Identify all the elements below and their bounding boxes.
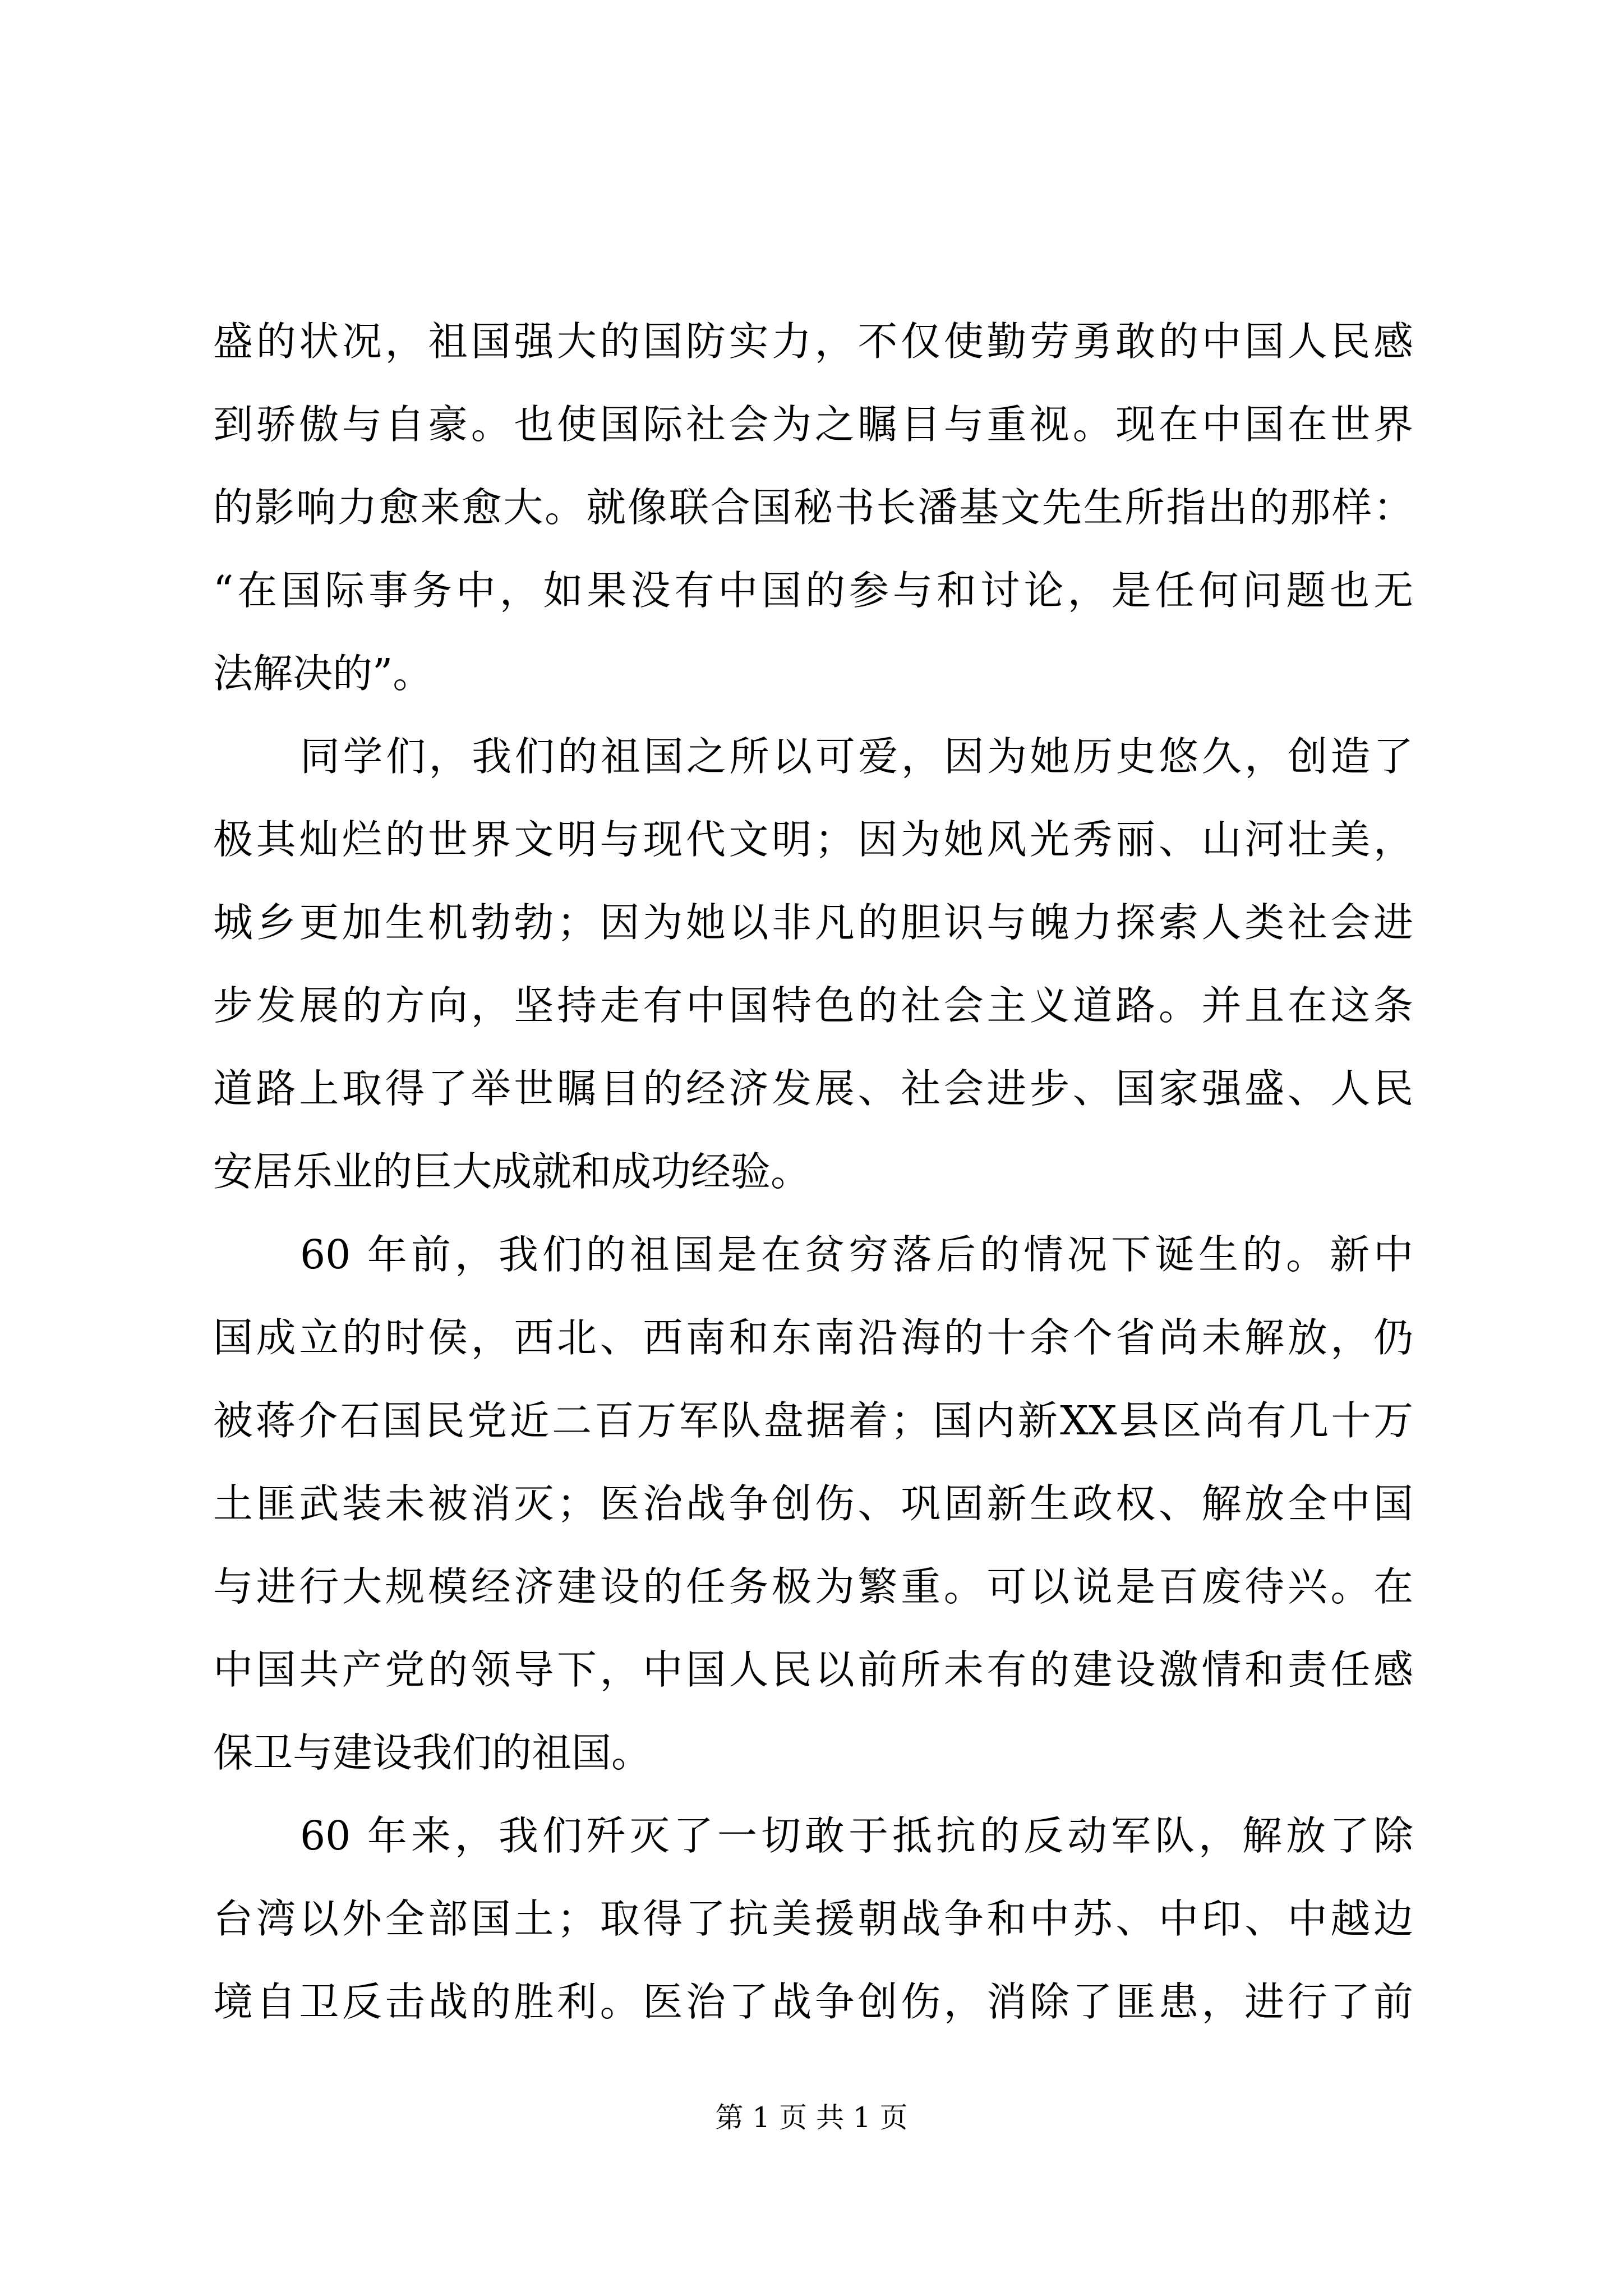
page-number-footer: 第 1 页 共 1 页 (715, 2101, 908, 2134)
text-line: 60 年来，我们歼灭了一切敢于抵抗的反动军队，解放了除 (300, 1812, 1413, 1859)
text-line: 安居乐业的巨大成就和成功经验。 (213, 1148, 811, 1195)
text-line: 60 年前，我们的祖国是在贫穷落后的情况下诞生的。新中 (300, 1231, 1413, 1278)
text-line: 保卫与建设我们的祖国。 (213, 1729, 652, 1776)
text-line: 的影响力愈来愈大。就像联合国秘书长潘基文先生所指出的那样： (213, 484, 1413, 531)
text-line: 到骄傲与自豪。也使国际社会为之瞩目与重视。现在中国在世界 (213, 401, 1413, 448)
text-line: 道路上取得了举世瞩目的经济发展、社会进步、国家强盛、人民 (213, 1065, 1413, 1112)
text-line: 国成立的时侯，西北、西南和东南沿海的十余个省尚未解放，仍 (213, 1314, 1413, 1361)
text-line: 同学们，我们的祖国之所以可爱，因为她历史悠久，创造了 (300, 733, 1413, 780)
text-line: “在国际事务中，如果没有中国的参与和讨论，是任何问题也无 (213, 567, 1413, 614)
text-line: 土匪武装未被消灭；医治战争创伤、巩固新生政权、解放全中国 (213, 1480, 1413, 1527)
text-line: 台湾以外全部国土；取得了抗美援朝战争和中苏、中印、中越边 (213, 1895, 1413, 1942)
text-line: 被蒋介石国民党近二百万军队盘据着；国内新XX县区尚有几十万 (213, 1397, 1413, 1444)
text-line: 盛的状况，祖国强大的国防实力，不仅使勤劳勇敢的中国人民感 (213, 318, 1413, 365)
text-line: 中国共产党的领导下，中国人民以前所未有的建设激情和责任感 (213, 1646, 1413, 1693)
text-line: 步发展的方向，坚持走有中国特色的社会主义道路。并且在这条 (213, 982, 1413, 1029)
text-line: 极其灿烂的世界文明与现代文明；因为她风光秀丽、山河壮美， (213, 816, 1413, 863)
text-line: 与进行大规模经济建设的任务极为繁重。可以说是百废待兴。在 (213, 1563, 1413, 1610)
text-line: 城乡更加生机勃勃；因为她以非凡的胆识与魄力探索人类社会进 (213, 899, 1413, 946)
text-line: 法解决的”。 (213, 650, 433, 697)
text-line: 境自卫反击战的胜利。医治了战争创伤，消除了匪患，进行了前 (213, 1978, 1413, 2025)
document-body (213, 300, 1413, 2044)
